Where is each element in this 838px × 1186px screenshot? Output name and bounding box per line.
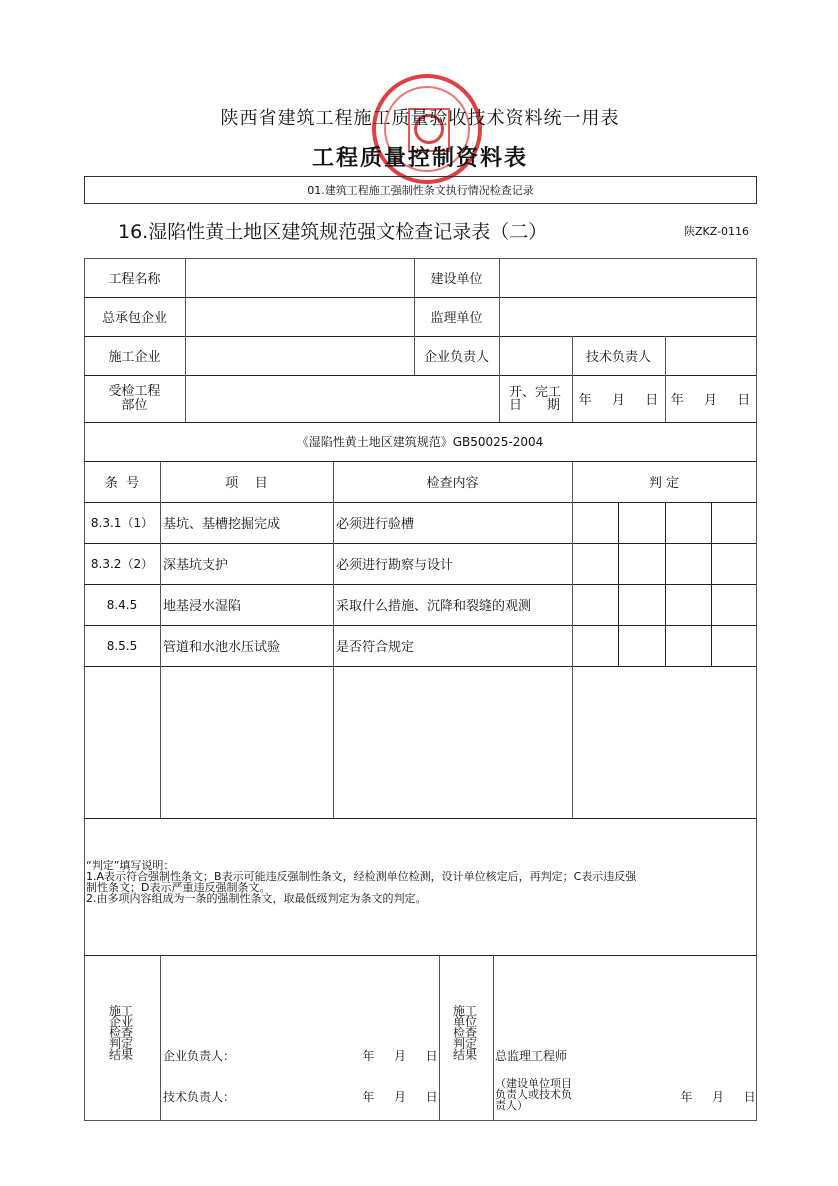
- supervisor-field[interactable]: [503, 297, 753, 336]
- end-date-field[interactable]: 年 月 日: [670, 393, 751, 408]
- row-content: 必须进行勘察与设计: [336, 558, 454, 573]
- tech-head-field[interactable]: [669, 336, 753, 375]
- construction-field[interactable]: [189, 336, 411, 375]
- tech-head-sign-date[interactable]: 年 月 日: [362, 1089, 438, 1104]
- doc-title: 工程质量控制资料表: [311, 145, 528, 171]
- dates-label-day: 日: [509, 397, 523, 413]
- row-item: 深基坑支护: [163, 558, 229, 573]
- notes-line1-cont: 制性条文；D表示严重违反强制条文。: [86, 881, 271, 894]
- category-text: 01.建筑工程施工强制性条文执行情况检查记录: [307, 184, 534, 197]
- dates-label-line1: 开、完工: [509, 384, 562, 400]
- col-header-item: 项 目: [225, 476, 268, 491]
- dates-label-line2: [499, 399, 572, 412]
- col-header-judgment: 判 定: [648, 476, 680, 491]
- row-clause: 8.4.5: [106, 597, 138, 612]
- row-content: 采取什么措施、沉降和裂缝的观测: [336, 599, 532, 614]
- row-item: 地基浸水湿陷: [163, 599, 242, 614]
- tech-head-sign-label: 技术负责人：: [163, 1089, 236, 1104]
- supervisor-result-label-text: 施工单位检查判定结果: [452, 1004, 477, 1062]
- row-clause: 8.5.5: [106, 638, 138, 653]
- row-item: 管道和水池水压试验: [163, 640, 281, 655]
- row-judgment-cells[interactable]: [572, 543, 756, 584]
- col-header-content: 检查内容: [426, 476, 479, 491]
- owner-field[interactable]: [503, 258, 753, 297]
- general-contractor-field[interactable]: [189, 297, 411, 336]
- row-judgment-cells[interactable]: [572, 584, 756, 625]
- category-banner: [84, 176, 757, 204]
- enterprise-head-field[interactable]: [503, 336, 569, 375]
- notes-line2: 2.由多项内容组成为一条的强制性条文，取最低级判定为条文的判定。: [86, 892, 427, 905]
- table-row: [84, 502, 756, 543]
- judgment-notes: [86, 860, 754, 904]
- contractor-result-label: [108, 1006, 134, 1061]
- dates-label: [499, 375, 572, 422]
- project-name-label: 工程名称: [108, 272, 161, 287]
- contractor-result-label-text: 施工企业检查判定结果: [108, 1004, 133, 1062]
- row-clause: 8.3.1（1）: [90, 516, 154, 530]
- inspected-part-label: [84, 375, 185, 422]
- table-row: [84, 543, 756, 584]
- owner-rep-label: （建设单位项目负责人或技术负责人）: [495, 1077, 572, 1112]
- notes-line1: 1.A表示符合强制性条文；B表示可能违反强制性条文，经检测单位检测，设计单位核定后，再判定；C表示违反强: [86, 870, 637, 883]
- inspected-part-label-line2: 部位: [121, 397, 148, 413]
- owner-label: 建设单位: [430, 272, 483, 287]
- inspected-part-field[interactable]: [189, 375, 495, 422]
- enterprise-head-label: 企业负责人: [423, 350, 489, 365]
- notes-title: “判定”填写说明：: [86, 859, 175, 872]
- form-title: 16.湿陷性黄土地区建筑规范强文检查记录表（二）: [118, 220, 548, 243]
- general-contractor-label: 总承包企业: [101, 311, 167, 326]
- col-header-clause: 条 号: [104, 476, 140, 491]
- row-judgment-cells[interactable]: [572, 502, 756, 543]
- table-row: [84, 584, 756, 625]
- org-title: 陕西省建筑工程施工质量验收技术资料统一用表: [220, 108, 620, 129]
- standard-title: 《湿陷性黄土地区建筑规范》GB50025-2004: [296, 435, 544, 449]
- row-content: 是否符合规定: [336, 640, 415, 655]
- chief-supervisor-label: 总监理工程师: [495, 1048, 568, 1063]
- project-name-field[interactable]: [189, 258, 411, 297]
- dates-label-period: 期: [546, 397, 560, 413]
- enterprise-head-sign-date[interactable]: 年 月 日: [362, 1048, 438, 1063]
- table-row: [84, 625, 756, 666]
- enterprise-head-sign-label: 企业负责人：: [163, 1048, 236, 1063]
- construction-label: 施工企业: [108, 350, 161, 365]
- supervisor-result-label: [452, 1006, 478, 1061]
- form-code: 陕ZKZ-0116: [684, 225, 750, 238]
- supervisor-sign-date[interactable]: 年 月 日: [680, 1089, 756, 1104]
- start-date-field[interactable]: 年 月 日: [578, 393, 659, 408]
- row-content: 必须进行验槽: [336, 517, 415, 532]
- row-clause: 8.3.2（2）: [90, 557, 154, 571]
- tech-head-label: 技术负责人: [585, 350, 651, 365]
- row-judgment-cells[interactable]: [572, 625, 756, 666]
- inspected-part-label-line1: 受检工程: [108, 383, 161, 399]
- row-item: 基坑、基槽挖掘完成: [163, 517, 281, 532]
- supervisor-label: 监理单位: [430, 311, 483, 326]
